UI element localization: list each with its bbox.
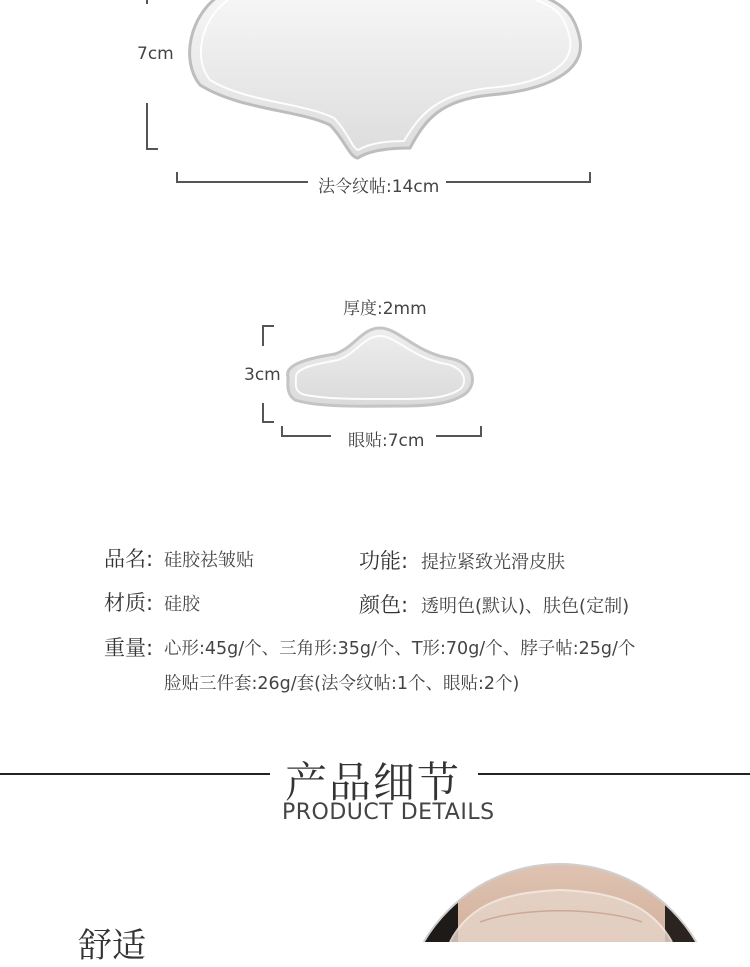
small-height-bracket-bottom: [262, 403, 274, 423]
heading-rule-right: [478, 773, 750, 775]
large-height-label: 7cm: [137, 44, 174, 64]
small-width-label: 眼贴:7cm: [348, 431, 425, 451]
spec-function-value: 提拉紧致光滑皮肤: [421, 552, 565, 573]
large-width-line-right: [446, 172, 591, 183]
small-width-line-right: [436, 426, 482, 437]
small-height-bracket-top: [262, 325, 274, 346]
small-patch-image: [280, 322, 480, 414]
section-title-en: PRODUCT DETAILS: [282, 800, 495, 825]
heading-rule-left: [0, 773, 270, 775]
large-height-bracket-top: [146, 0, 148, 4]
spec-name-value: 硅胶祛皱贴: [164, 550, 254, 571]
comfort-heading-partial: 舒适: [78, 926, 146, 966]
thickness-label: 厚度:2mm: [343, 299, 427, 319]
spec-material-value: 硅胶: [164, 594, 200, 615]
spec-material-key: 材质:: [104, 591, 154, 615]
large-width-line-left: [176, 172, 308, 183]
spec-color-value: 透明色(默认)、肤色(定制): [421, 596, 630, 617]
spec-function-key: 功能:: [359, 549, 409, 573]
spec-weight-line1: 心形:45g/个、三角形:35g/个、T形:70g/个、脖子帖:25g/个: [164, 639, 636, 659]
spec-color-key: 颜色:: [359, 593, 409, 617]
spec-weight-line2: 脸贴三件套:26g/套(法令纹帖:1个、眼贴:2个): [164, 674, 520, 694]
large-height-bracket-bottom: [146, 103, 158, 150]
section-title-cn: 产品细节: [285, 758, 462, 807]
large-width-label: 法令纹帖:14cm: [318, 177, 440, 197]
spec-name-key: 品名:: [104, 547, 154, 571]
small-height-label: 3cm: [244, 365, 281, 385]
large-patch-image: [180, 0, 590, 165]
model-neck-photo: [410, 862, 710, 942]
small-width-line-left: [281, 426, 331, 437]
spec-weight-key: 重量:: [104, 636, 154, 660]
